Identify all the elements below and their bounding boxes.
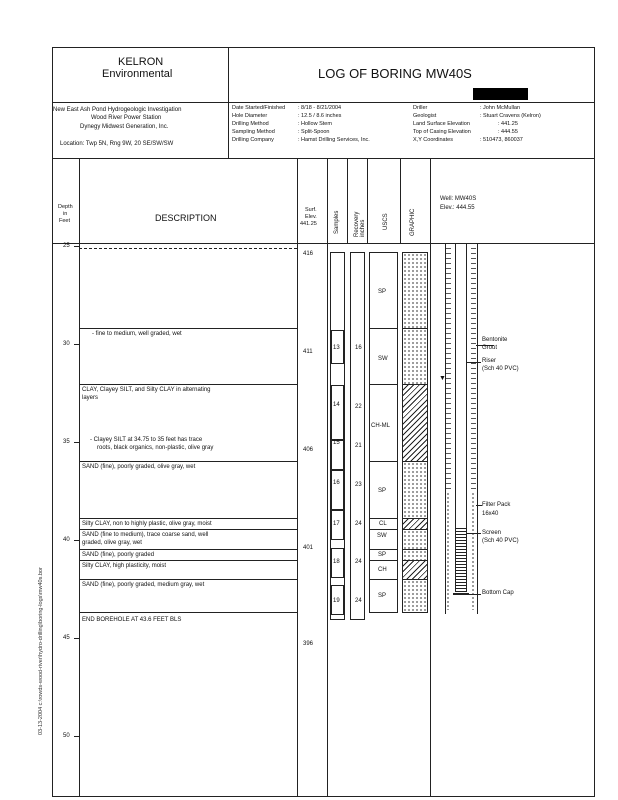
sample-recovery: 22: [355, 404, 362, 410]
sample-number: 15: [333, 440, 340, 446]
layer-boundary: [79, 461, 297, 462]
sample-number: 14: [333, 402, 340, 408]
well-label: (Sch 40 PVC): [482, 538, 519, 544]
bentonite-grout: [471, 244, 476, 492]
uscs-code: SP: [378, 488, 387, 494]
uscs-code: SP: [378, 593, 387, 599]
layer-boundary: [79, 529, 297, 530]
sample-number: 16: [333, 480, 340, 486]
well-screen: [455, 526, 467, 592]
clay-pattern: [402, 560, 428, 580]
elevation-label: 401: [303, 545, 314, 551]
end-of-borehole: END BOREHOLE AT 43.6 FEET BLS: [82, 617, 182, 623]
sample-number: 19: [333, 598, 340, 604]
well-label: Riser: [482, 358, 497, 364]
header-vertical-divider: [228, 47, 229, 159]
sample-recovery: 21: [355, 443, 362, 449]
depth-column-divider: [79, 158, 80, 797]
layer-boundary: [79, 328, 297, 329]
depth-tick: [74, 540, 79, 541]
drilling-value: : Hamst Drilling Services, Inc.: [298, 137, 370, 143]
riser-pipe: [466, 244, 467, 544]
drilling-label: Hole Diameter: [232, 113, 268, 119]
company-name: KELRON: [118, 56, 164, 68]
elevation-header: Elev.: [305, 214, 317, 220]
depth-tick-label: 30: [63, 341, 70, 347]
well-label: Screen: [482, 530, 502, 536]
depth-tick: [74, 638, 79, 639]
site-label: Driller: [413, 105, 428, 111]
filter-pack: [471, 492, 476, 610]
elevation-header: Surf.: [305, 207, 317, 213]
company-subtitle: Environmental: [102, 68, 173, 80]
filter-pack: [446, 492, 451, 610]
bottom-cap: [453, 593, 469, 595]
well-label: Bentonite: [482, 337, 508, 343]
site-value: : 510473, 860037: [480, 137, 523, 143]
drilling-value: : 8/18 - 8/21/2004: [298, 105, 342, 111]
well-label: Filter Pack: [482, 502, 511, 508]
redaction-block: [473, 88, 528, 100]
drilling-value: : Hollow Stem: [298, 121, 332, 127]
file-path-note: 03-13-2004 c:\rowds-wood-river\hydro-drilling\boring-logs\mw40s.bor: [38, 567, 44, 735]
sample-recovery: 16: [355, 345, 362, 351]
layer-description: SAND (fine), poorly graded, medium gray, wet: [82, 582, 205, 588]
layer-description: SAND (fine to medium), trace coarse sand, well: [82, 532, 209, 538]
drilling-value: : Split-Spoon: [298, 129, 330, 135]
sample-recovery: 24: [355, 559, 362, 565]
header-divider: [52, 102, 595, 103]
elevation-column-divider: [327, 158, 328, 797]
callout-line: [467, 533, 481, 534]
sample-box: [331, 385, 344, 440]
samples-column-divider: [347, 158, 348, 243]
depth-tick: [74, 344, 79, 345]
graphic-column-divider: [430, 158, 431, 797]
depth-header: in: [63, 211, 68, 217]
uscs-code: SW: [377, 533, 387, 539]
site-label: X,Y Coordinates: [413, 137, 453, 143]
sample-number: 17: [333, 521, 340, 527]
uscs-header: USCS: [383, 213, 389, 230]
depth-tick: [74, 442, 79, 443]
well-label: Bottom Cap: [482, 590, 514, 596]
uscs-column-divider: [400, 158, 401, 243]
sample-recovery: 24: [355, 521, 362, 527]
uscs-code: CL: [379, 521, 387, 527]
recovery-header: Recovery inches: [354, 211, 366, 237]
site-label: Top of Casing Elevation: [413, 129, 471, 135]
sample-number: 13: [333, 345, 340, 351]
elevation-label: 396: [303, 641, 314, 647]
layer-description: SAND (fine), poorly graded: [82, 552, 155, 558]
uscs-code: SW: [378, 356, 388, 362]
layer-description: Silty CLAY, high plasticity, moist: [82, 563, 167, 569]
elevation-label: 416: [303, 251, 314, 257]
depth-tick: [74, 246, 79, 247]
layer-boundary: [79, 560, 297, 561]
sand-pattern: [402, 328, 428, 385]
layer-description: layers: [82, 395, 99, 401]
drilling-label: Drilling Method: [232, 121, 269, 127]
callout-line: [469, 594, 481, 595]
depth-tick-label: 45: [63, 635, 70, 641]
sand-pattern: [402, 579, 428, 613]
layer-description: graded, olive gray, wet: [82, 540, 142, 546]
riser-pipe: [455, 244, 456, 544]
drilling-label: Date Started/Finished: [232, 105, 286, 111]
site-value: : 444.55: [498, 129, 518, 135]
site-label: Land Surface Elevation: [413, 121, 470, 127]
water-level-icon: ▼: [439, 375, 446, 382]
depth-tick-label: 40: [63, 537, 70, 543]
drilling-label: Sampling Method: [232, 129, 275, 135]
well-elevation: Elev.: 444.55: [440, 205, 475, 211]
well-label: (Sch 40 PVC): [482, 366, 519, 372]
depth-tick: [74, 736, 79, 737]
callout-line: [467, 362, 481, 363]
sample-number: 18: [333, 559, 340, 565]
column-header-divider: [52, 243, 595, 244]
depth-tick-label: 50: [63, 733, 70, 739]
sample-recovery: 23: [355, 482, 362, 488]
depth-tick-label: 25: [63, 243, 70, 249]
sand-pattern: [402, 252, 428, 329]
well-label: Grout: [482, 345, 498, 351]
project-name: New East Ash Pond Hydrogeologic Investigation: [53, 107, 182, 113]
layer-description: - Clayey SILT at 34.75 to 35 feet has trace: [90, 437, 203, 443]
clay-pattern: [402, 384, 428, 462]
layer-description: SAND (fine), poorly graded, olive gray, wet: [82, 464, 196, 470]
sand-pattern: [402, 461, 428, 519]
graphic-header: GRAPHIC: [410, 208, 416, 236]
borehole-wall: [477, 244, 478, 614]
samples-header: Samples: [334, 210, 340, 234]
recovery-column-divider: [367, 158, 368, 243]
elevation-label: 411: [303, 349, 313, 355]
project-station: Wood River Power Station: [91, 115, 162, 121]
layer-boundary: [79, 549, 297, 550]
layer-boundary: [79, 579, 297, 580]
well-label: 16x40: [482, 511, 499, 517]
layer-description: - fine to medium, well graded, wet: [92, 331, 182, 337]
page-title: LOG OF BORING MW40S: [318, 66, 472, 81]
layer-boundary: [79, 518, 297, 519]
layer-description: roots, black organics, non-plastic, olive gray: [97, 445, 214, 451]
uscs-code: CH-ML: [371, 423, 390, 429]
uscs-code: SP: [378, 289, 387, 295]
site-value: : Stuart Cravens (Kelron): [480, 113, 541, 119]
sample-box: [331, 470, 344, 510]
description-column-divider: [297, 158, 298, 797]
description-header: DESCRIPTION: [155, 213, 217, 223]
project-client: Dynegy Midwest Generation, Inc.: [80, 124, 169, 130]
elevation-header: 441.25: [300, 221, 317, 227]
site-value: : John McMullan: [480, 105, 521, 111]
drilling-label: Drilling Company: [232, 137, 274, 143]
site-value: : 441.25: [498, 121, 518, 127]
well-name: Well: MW40S: [440, 196, 477, 202]
log-frame: [52, 47, 595, 797]
depth-header: Depth: [58, 204, 73, 210]
layer-description: Silty CLAY, non to highly plastic, olive gray, moist: [82, 521, 212, 527]
uscs-code: CH: [378, 567, 387, 573]
drilling-value: : 12.5 / 8.6 inches: [298, 113, 342, 119]
layer-boundary: [79, 248, 297, 249]
depth-header: Feet: [59, 218, 71, 224]
bentonite-grout: [446, 244, 451, 492]
sand-pattern: [402, 529, 428, 550]
site-label: Geologist: [413, 113, 437, 119]
uscs-code: SP: [378, 552, 387, 558]
layer-boundary: [79, 612, 297, 613]
elevation-label: 406: [303, 447, 314, 453]
sample-recovery: 24: [355, 598, 362, 604]
layer-boundary: [79, 384, 297, 385]
layer-description: CLAY, Clayey SILT, and Silty CLAY in alternating: [82, 387, 211, 393]
project-location: Location: Twp 5N, Rng 9W, 20 SE/SW/SW: [60, 141, 174, 147]
info-divider: [52, 158, 595, 159]
depth-tick-label: 35: [63, 439, 70, 445]
